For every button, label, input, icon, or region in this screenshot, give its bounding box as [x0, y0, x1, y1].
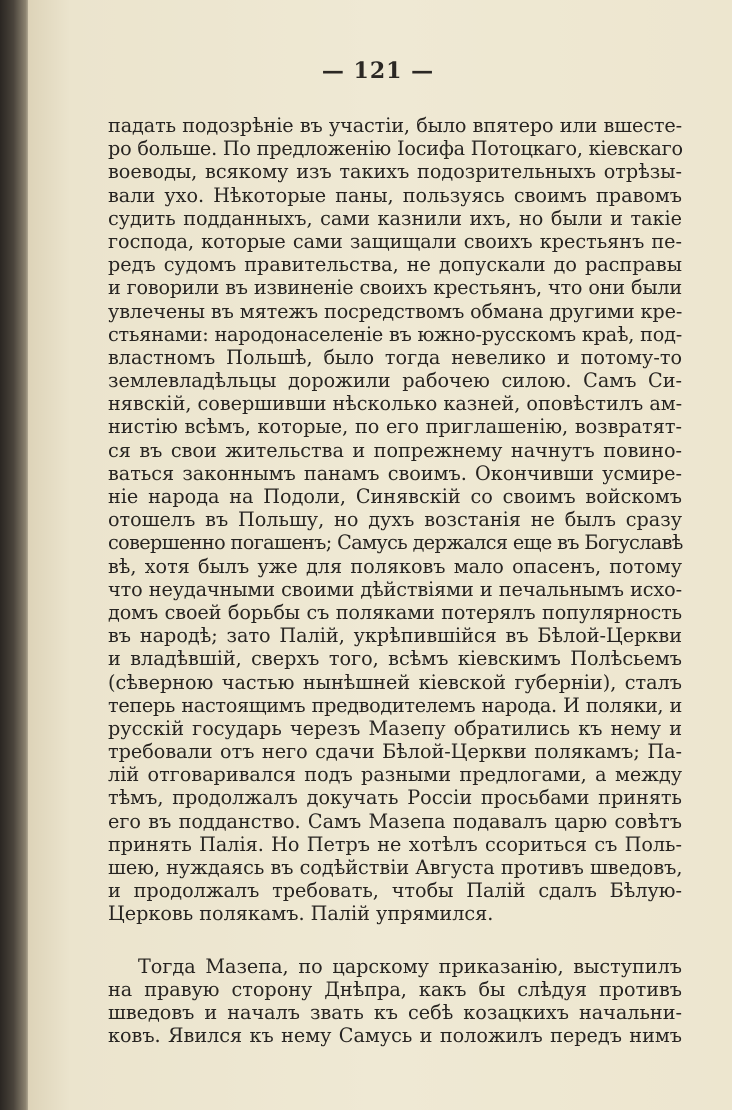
book-gutter: [0, 0, 30, 1110]
text-line: падать подозрѣніе въ участіи, было впятеро или вшесте-: [108, 114, 682, 137]
text-line: въ народѣ; зато Палій, укрѣпившійся въ Бѣлой-Церкви: [108, 624, 682, 648]
text-line: вѣ, хотя былъ уже для поляковъ мало опасенъ, потому: [108, 554, 682, 578]
paragraph-gap: [108, 926, 682, 955]
paragraph: [108, 114, 682, 926]
text-line: воеводы, всякому изъ такихъ подозрительныхъ отрѣзы-: [108, 160, 682, 184]
text-line: господа, которые сами защищали своихъ крестьянъ пе-: [108, 229, 682, 253]
text-line: ваться законнымъ панамъ своимъ. Окончивши усмире-: [108, 461, 682, 485]
text-line: редъ судомъ правительства, не допускали до расправы: [108, 253, 682, 277]
text-line: и говорили въ извиненіе своихъ крестьянъ, что они были: [108, 276, 682, 300]
text-line: шведовъ и началъ звать къ себѣ козацкихъ начальни-: [108, 1000, 682, 1024]
text-line: лій отговаривался подъ разными предлогами, а между: [108, 763, 682, 787]
text-line: и продолжалъ требовать, чтобы Палій сдалъ Бѣлую-: [108, 879, 682, 903]
page-number: — 121 —: [321, 58, 435, 84]
text-line: стьянами: народонаселеніе въ южно-русскомъ краѣ, под-: [108, 322, 682, 346]
text-line: нявскій, совершивши нѣсколько казней, оповѣстилъ ам-: [108, 392, 683, 416]
text-line: землевладѣльцы дорожили рабочею силою. Самъ Си-: [108, 369, 682, 393]
text-line: (сѣверною частью нынѣшней кіевской губерніи), сталъ: [108, 670, 682, 694]
text-line: нистію всѣмъ, которые, по его приглашенію, возвратят-: [108, 415, 682, 439]
text-line: вали ухо. Нѣкоторые паны, пользуясь своимъ правомъ: [108, 183, 682, 207]
text-line: что неудачными своими дѣйствіями и печальнымъ исхо-: [108, 577, 682, 601]
text-line: теперь настоящимъ предводителемъ народа. И поляки, и: [108, 693, 682, 717]
paragraph: [108, 955, 682, 1048]
text-line: Церковь полякамъ. Палій упрямился.: [108, 902, 494, 926]
body-text: [108, 114, 682, 1047]
text-line: совершенно погашенъ; Самусь держался еще въ Богуславѣ: [108, 531, 683, 555]
text-line: тѣмъ, продолжалъ докучать Россіи просьбами принять: [108, 786, 682, 810]
text-line: принять Палія. Но Петръ не хотѣлъ ссориться съ Поль-: [108, 832, 682, 856]
text-line: судить подданныхъ, сами казнили ихъ, но были и такіе: [108, 206, 682, 230]
text-line: ковъ. Явился къ нему Самусь и положилъ передъ нимъ: [108, 1024, 682, 1048]
text-line: его въ подданство. Самъ Мазепа подавалъ царю совѣтъ: [108, 809, 682, 833]
text-line: ся въ свои жительства и попрежнему начнутъ повино-: [108, 438, 682, 462]
text-line: ніе народа на Подоли, Синявскій со своимъ войскомъ: [108, 485, 682, 508]
text-line: увлечены въ мятежъ посредствомъ обмана другими кре-: [108, 299, 683, 323]
text-line: властномъ Польшѣ, было тогда невелико и потому-то: [108, 345, 682, 369]
text-line: Тогда Мазепа, по царскому приказанію, выступилъ: [138, 954, 682, 978]
text-line: и владѣвшій, сверхъ того, всѣмъ кіевскимъ Полѣсьемъ: [108, 647, 682, 671]
text-line: требовали отъ него сдачи Бѣлой-Церкви полякамъ; Па-: [108, 740, 682, 764]
text-line: домъ своей борьбы съ поляками потерялъ популярность: [108, 600, 682, 624]
book-page: [28, 0, 732, 1110]
text-line: отошелъ въ Польшу, но духъ возстанія не былъ сразу: [108, 508, 682, 532]
text-line: на правую сторону Днѣпра, какъ бы слѣдуя противъ: [108, 977, 682, 1001]
text-line: ро больше. По предложенію Іосифа Потоцкаго, кіевскаго: [108, 137, 683, 161]
text-line: русскій государь черезъ Мазепу обратились къ нему и: [108, 716, 682, 740]
text-line: шею, нуждаясь въ содѣйствіи Августа противъ шведовъ,: [108, 856, 683, 879]
